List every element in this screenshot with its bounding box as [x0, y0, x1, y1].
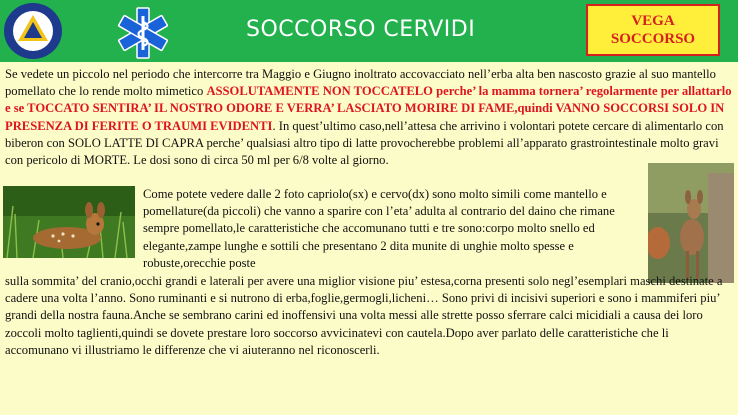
intro-text: Se vedete un piccolo nel periodo che intercorre tra Maggio e Giugno inoltrato accovacciato nell’erba alta ben nascosto grazie al suo mantello pomellato che lo rende molto mimetico — [5, 67, 716, 99]
badge-line-1: VEGA — [631, 13, 675, 29]
comparison-paragraph: Come potete vedere dalle 2 foto capriolo(sx) e cervo(dx) sono molto simili come mantello e pomellature(da piccoli) che vanno a sparire con l’eta’ adulta al contrario del daino che rimane sempre pomellato,le caratteristiche che accomunano tutti e tre sono:corpo molto snello ed elegante,zampe lunghe e sottili che presentano 2 dita munite di unghie molto spesse e robuste,orecchie poste — [143, 187, 615, 270]
civil-protection-logo — [4, 3, 62, 59]
characteristics-paragraph: sulla sommita’ del cranio,occhi grandi e laterali per avere una miglior visione piu’ estesa,corna presenti solo negl’esemplari maschi destinate a cadere una volta l’anno. Sono ruminanti e si nutrono di erba,foglie,germogli,licheni… Sono privi di incisivi superiori e sono i mammiferi piu’ grandi della nostra fauna.Anche se sembrano carini ed inoffensivi una volta messi alle strette posso sferrare calci micidiali a causa dei loro zoccoli molto taglienti,quindi se dovete prestare loro soccorso avvicinatevi con cautela.Dopo aver parlato delle caratteristiche che li accomunano vi illustriamo le differenze che vi aiuteranno nel riconoscerli. — [5, 274, 723, 357]
page-title: SOCCORSO CERVIDI — [246, 17, 476, 42]
star-of-life-icon — [116, 6, 170, 60]
deer-photo — [648, 163, 734, 283]
vega-soccorso-badge — [586, 4, 720, 56]
warning-text: ASSOLUTAMENTE NON TOCCATELO perche’ la mamma tornera’ regolarmente per allattarlo e se TOCCATO SENTIRA’ IL NOSTRO ODORE E VERRA’ LASCIATO MORIRE DI FAME,quindi VANNO SOCCORSI SOLO IN PRESENZA DI FERITE O TRAUMI EVIDENTI — [5, 84, 732, 133]
header-bar — [0, 0, 738, 62]
feeding-text: . In quest’ultimo caso,nell’attesa che arrivino i volontari potete cercare di alimentarlo con biberon con SOLO LATTE DI CAPRA perche’ qualsiasi altro tipo di latte provocherebbe problemi all’apparato grastrointestinale molto gravi con pericolo di MORTE. Le dosi sono di circa 50 ml per 6/8 volte al giorno. — [5, 118, 724, 168]
fawn-photo — [3, 186, 135, 258]
intro-paragraph — [5, 66, 733, 169]
badge-line-2: SOCCORSO — [610, 31, 696, 47]
